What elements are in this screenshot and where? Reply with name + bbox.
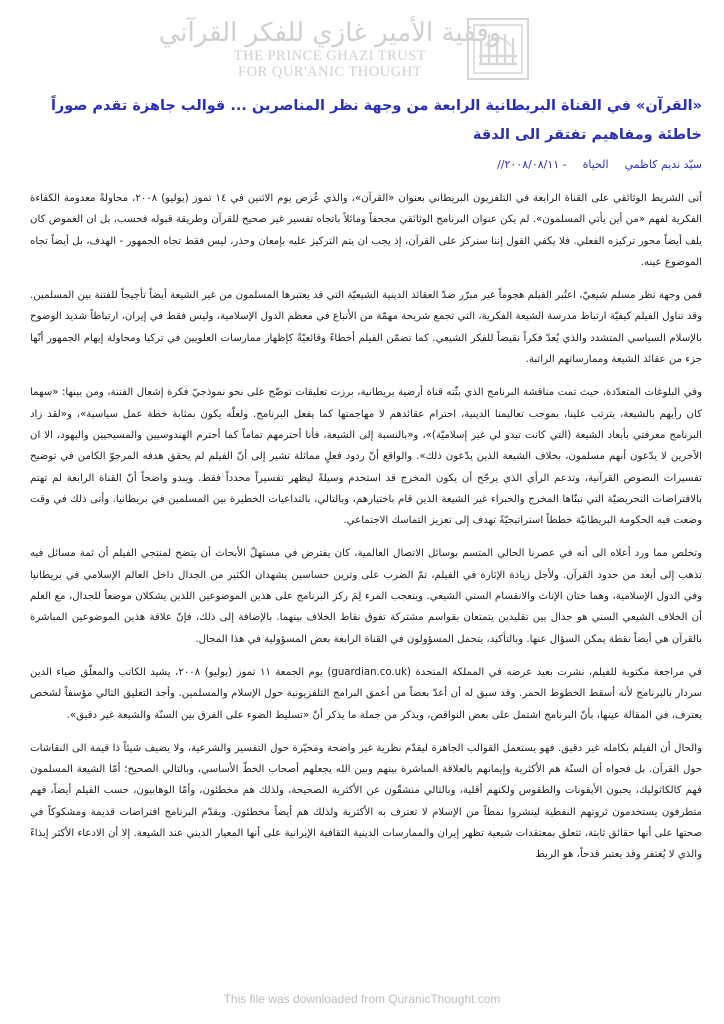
article-author: سيّد نديم كاظمي bbox=[624, 158, 702, 171]
site-logo bbox=[158, 8, 535, 90]
article-title: «القرآن» في القناة البريطانية الرابعة من وجهة نظر المناصرين ... قوالب جاهزة تقدم صوراً خاطئة ومفاهيم تفتقر الى الدقة bbox=[50, 98, 702, 143]
logo-text-block bbox=[158, 18, 502, 80]
article-source: الحياة bbox=[582, 158, 609, 171]
article-paragraph: أتى الشريط الوثائقي على القناة الرابعة في التلفزيون البريطاني بعنوان «القرآن»، والذي عُرض يوم الاثنين في ١٤ تموز (يوليو) ٢٠٠٨، محاولةً معدومة الكفاءة الفكرية لفهم «من أين يأتي المسلمون». لم يكن عنوان البرنامج الوثائقي مجحفاً ومائلاً باتجاه تفسير غير صحيح للقرآن وطريقة قبوله فحسب، بل ان الغموض كان يلف أيضاً محور تركيزه الفعلي. فلا يكفي القول إننا سنركز على القرآن، إذ يجب ان يتم التركيز عليه بإمعان وحذر، ليس فقط تجاه الجمهور - الهدف، بل أيضاً تجاه الموضوع عينه. bbox=[30, 193, 702, 268]
article-byline bbox=[30, 158, 702, 171]
logo-english-line-2: FOR QUR'ANIC THOUGHT bbox=[238, 64, 422, 80]
article-paragraph: وفي البلوغات المتعدّدة، حيث تمت مناقشة البرنامج الذي بثّته قناة أرضية بريطانية، برزت تعليقات توضّح على نحو نموذجيّ فكرة إشعال الفتنة، ومن بينها: «سهما كان رأيهم بالشيعة، يترتب علينا، بموجب تعاليمنا الدينية، احترام عقائدهم لا مهاجمتها كما يفعل البرنامج. ولعلّه يكون بمثابة خطة عمل سياسية»، و«لقد زاد البرنامج معرفتي بأبعاد الشيعة (التي كانت تبدو لي غير إسلاميّة)»، و«بالنسبة إلى الشيعة، فأنا أحترمهم تماماً كما أحترم الهندوسيين والمسيحيين واليهود، الا ان الآخرين لا يدّعون أنهم مسلمون، بخلاف الشيعة الذين يدّعون ذلك». والواقع أنّ ردود فعلٍ مماثلة تشير إلى أنّ الفيلم لم يحقق هدفه المرجوّ الكامن في توضيح تفسيرات النصوص القرآنية، وتدعم الرأي الذي يرجّح أن يكون المخرج قد استخدم وسيلةً ليظهر تفسيراً محدداً فقط. ويبدو واضحاً أنّ القناة الرابعة لم تهتم بالافتراضات التحريضيّة التي تبنّاها المخرج والخبراء غير الشيعة الذين قام باختيارهم، وبالتالي، بالتداعيات الخطيرة بين المسلمين في بريطانيا. وأتى ذلك في وقت وضعت فيه الحكومة البريطانيّة خططاً استراتيجيّةً تهدف إلى تعزيز التماسك الاجتماعي. bbox=[30, 387, 702, 527]
article-paragraph: وتخلص مما ورد أعلاه الى أنه في عصرنا الحالي المتسم بوسائل الاتصال العالمية، كان يفترض في مستهلّ الأبحاث أن يتضح لمنتجي الفيلم أن ثمة مسائل فيه تذهب إلى أبعد من حدود القرآن. ولأجل زيادة الإثارة في الفيلم، تمّ الضرب على وترين حساسين يشهدان الكثير من الجدال داخل العالم الإسلامي في بريطانيا وفي الدول الإسلامية، وهما ختان الإناث والانقسام السني الشيعي. ويتعجب المرء لِمَ ركز البرنامج على هذين الموضوعين اللذين يشكلان موضعاً للجدال، مع العلم أن الخلاف الشيعي السني هو جدال بين تقليدين يتمتعان بقواسم مشتركة تفوق نقاط الخلاف بينهما. بالإضافة إلى ذلك، فإنّ علاقة هذين الموضوعين المباشرة بالقرآن هي أيضاً نقطة يمكن السؤال عنها. وبالتأكيد، يتحمل المسؤولون في القناة الرابعة بعض المسؤولية في هذا المجال. bbox=[30, 548, 702, 645]
calligraphy-emblem-icon bbox=[465, 16, 531, 82]
article-paragraph: فمن وجهة نظر مسلم شيعيّ، اعتُبر الفيلم هجوماً غير مبرّر ضدّ العقائد الدينية الشيعيّة التي قد يعتبرها المسلمون من غير الشيعة أيضاً تأجيجاً للفتنة بين المسلمين. وقد تناول الفيلم كيفيّة ارتباط مدرسة الشيعة الفكرية، التي تجمع شريحة مهمّة من الأتباع في معظم الدول الإسلامية، وليس فقط في إيران، ارتباطاً شديد الوضوح بالإسلام السياسي المتشدد والذي يُعدّ فكراً نقيضاً للفكر الشيعي. كما تضمّن الفيلم أخطاءً وقائعيّةً كإظهار ممارسات العلويين في تركيا ومحاولة إيهام الجمهور أنّها جزء من عقائد الشيعة وممارساتهم الراتبة. bbox=[30, 290, 702, 366]
logo-english-line-1: THE PRINCE GHAZI TRUST bbox=[233, 48, 427, 64]
download-notice: This file was downloaded from QuranicThought.com bbox=[223, 992, 501, 1006]
article-date: - ٢٠٠٨/٠٨/١١// bbox=[497, 158, 567, 171]
article-paragraph: والحال أن الفيلم بكامله غير دقيق. فهو يستعمل القوالب الجاهزة ليقدّم نظرية غير واضحة ومحيّرة حول التفسير والشرعية، ولا يضيف شيئاً ذا قيمة الى النقاشات حول القرآن. بل فحواه أن السنّة هم الأكثرية وإيمانهم بالعلاقة المباشرة بينهم وبين الله يجعلهم أصحاب الخطّ الأساسي، وبالتالي الصحيح؛ أمّا الشيعة المسلمون فهم كالكاثوليك، يحبون الأيقونات والطقوس ولكنهم أقلية، وبالتالي منشقّون عن الأكثرية الصحيحة، ولذلك هم مخطئون، وأمّا الوهابيون، حسب الفيلم أيضاً، فهم متطرفون يستخدمون ثروتهم النفطية لينشروا نمطاً من الإسلام لا تعترف به الأكثرية ولذلك هم أيضاً مخطئون. ويقدّم البرنامج افتراضات قديمة ومشكوكاً في صحتها على أنها حقائق ثابتة، تتعلق بمعتقدات شيعية تظهر إيران والممارسات الدينية الثقافية الإيرانية على أنها المعيار الديني عند الشيعة. إلا أن الادعاء الأكثر إيذاءً والذي لا يُغتفر وقد يعتبر قدحاً، هو الربط bbox=[30, 742, 702, 861]
article-paragraph: في مراجعة مكتوبة للفيلم، نشرت بعيد عرضه في المملكة المتحدة (guardian.co.uk) يوم الجمعة ١١ تموز (يوليو) ٢٠٠٨، يشيد الكاتب والمعلّق ضياء الدين سردار بالبرنامج لأنه أسقط الخطوط الحمر. وقد سبق له أن أعدّ بعضاً من أعمق البرامج التلفزيونية حول الإسلام والمسلمين. وأجد التعليق التالي مؤسفاً لشخص يعترف، في المقالة عينها، بأنّ البرنامج اشتمل على بعض النواقص، ويذكر من جملة ما يذكر أنّ «تسليط الضوء على الفرق بين السنّة والشيعة غير دقيق». bbox=[30, 666, 702, 721]
logo-arabic-text: وقفية الأمير غازي للفكر القرآني bbox=[158, 18, 502, 48]
article-body bbox=[30, 188, 702, 878]
